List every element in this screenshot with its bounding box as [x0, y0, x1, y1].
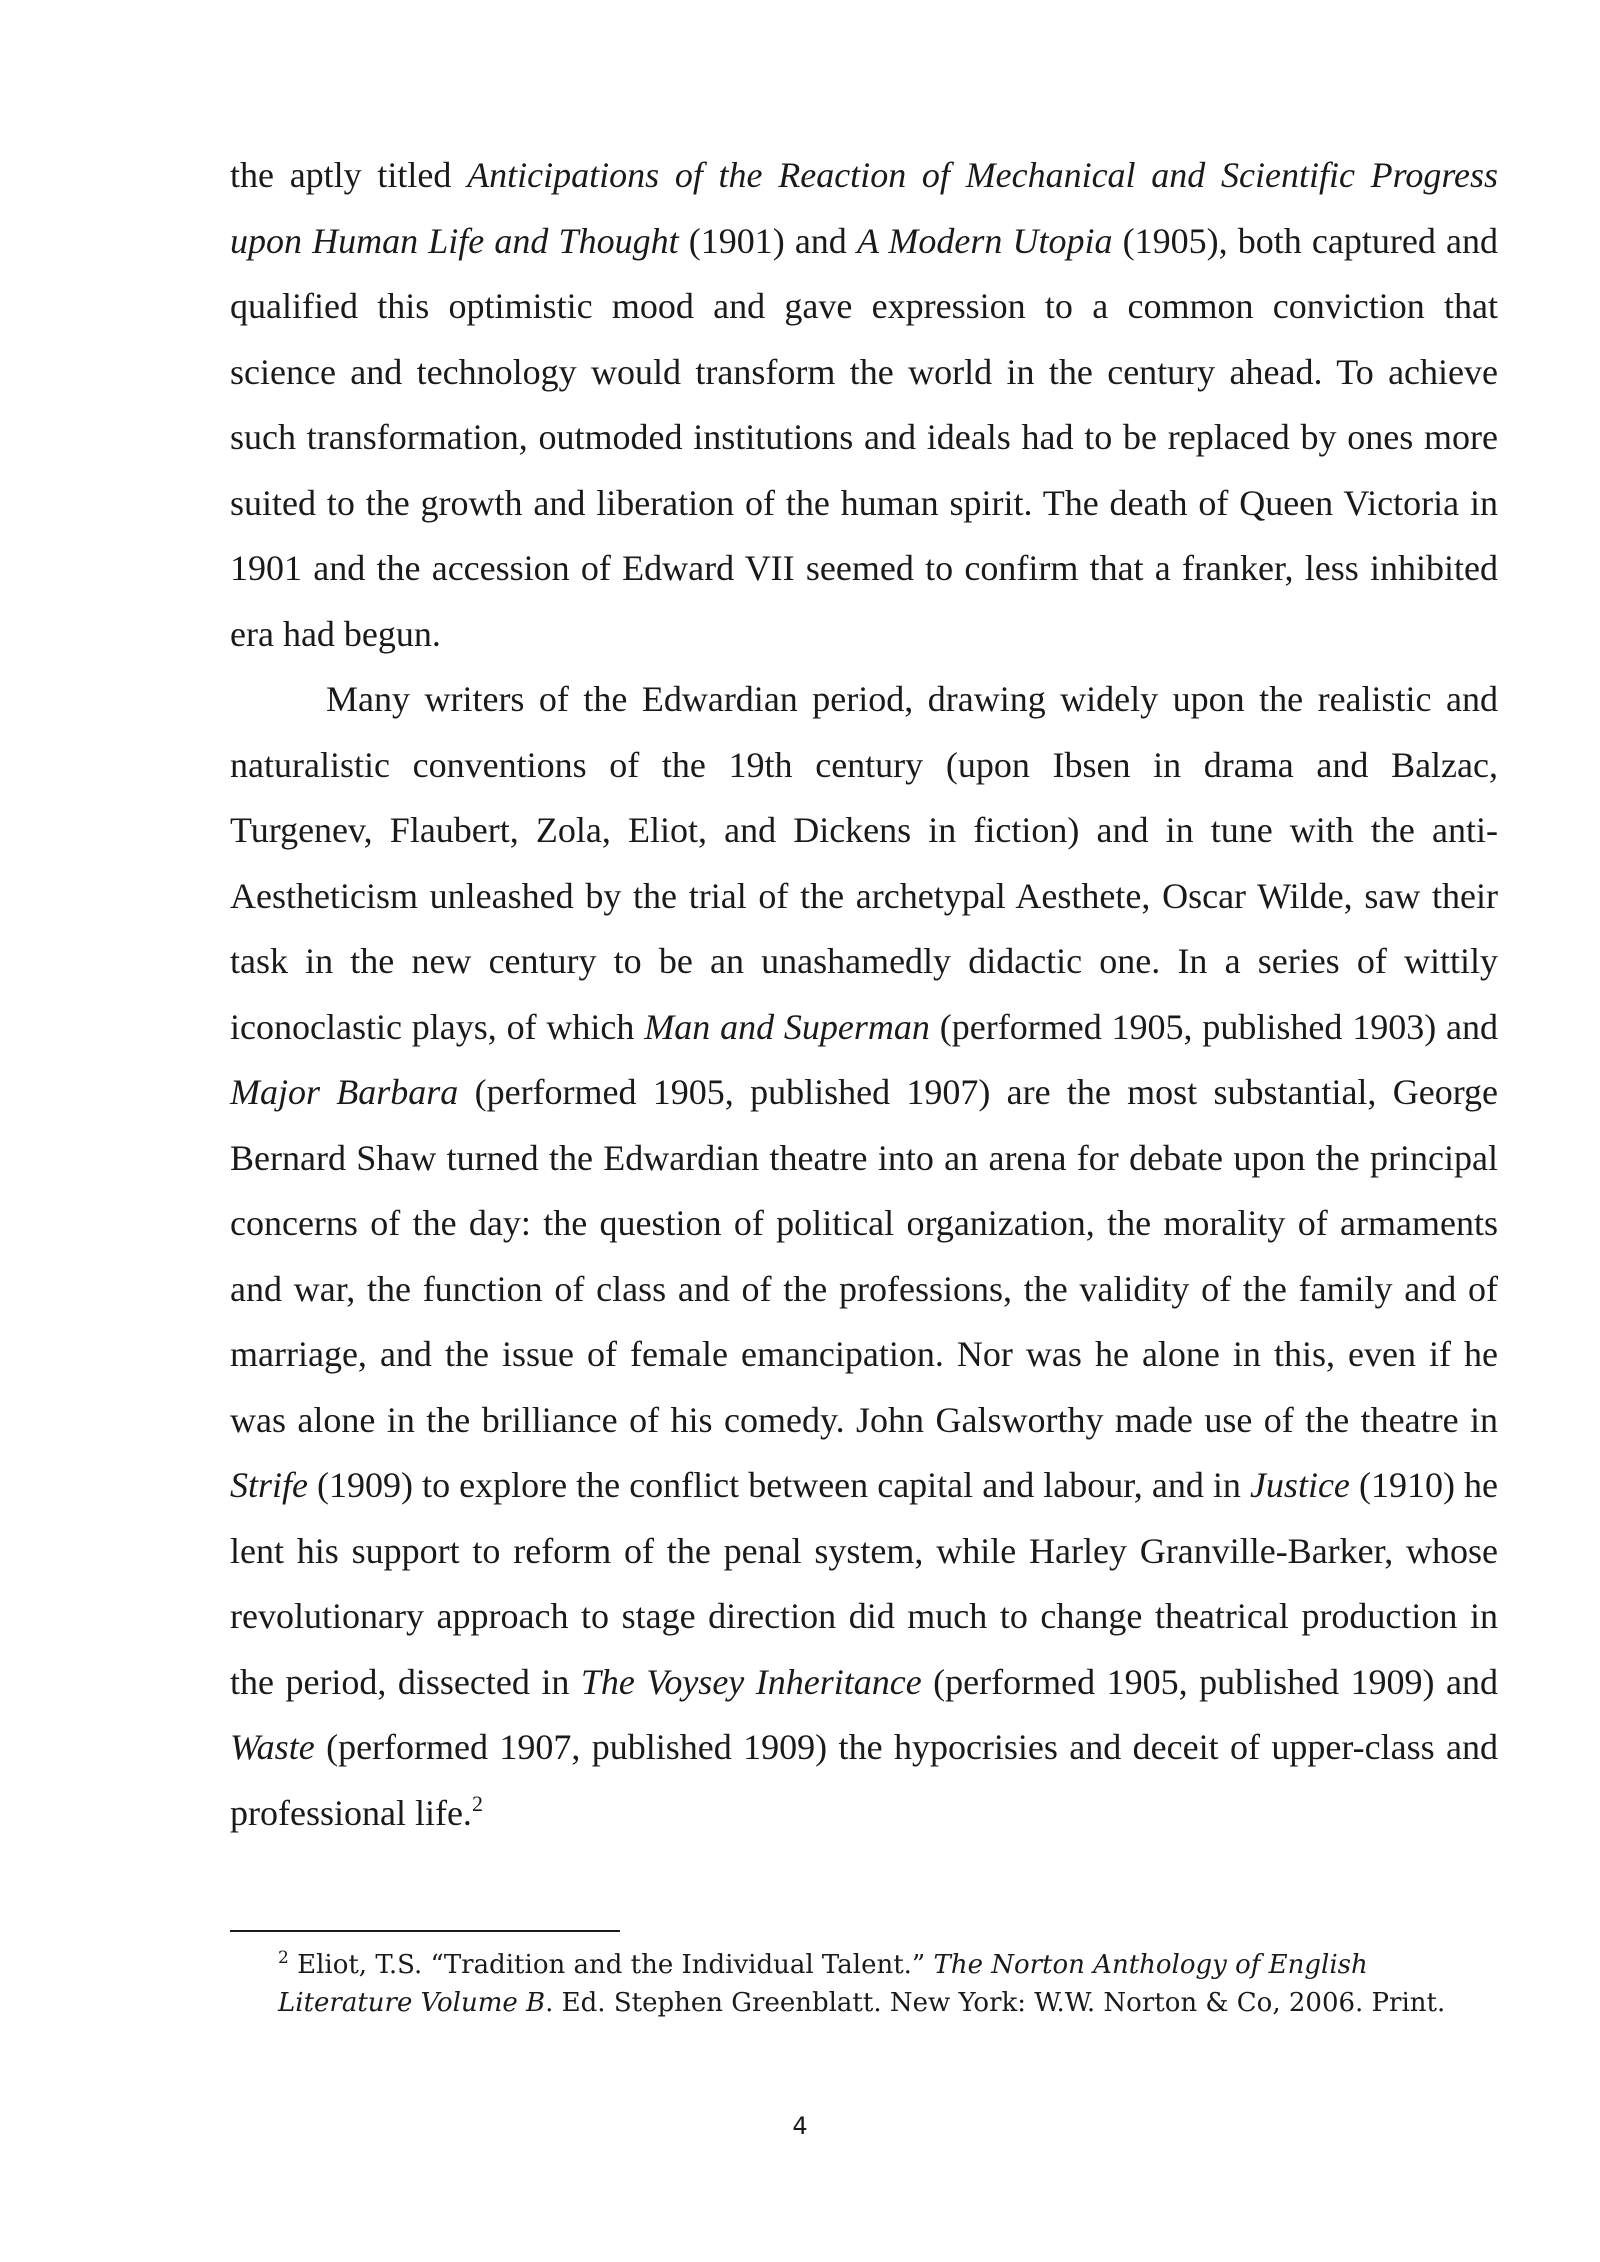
text-run: (performed 1907, published 1909) the hypocrisies and deceit of upper-class and professional life. — [230, 1727, 1498, 1833]
play-title-justice: Justice — [1249, 1465, 1350, 1505]
page-number: 4 — [792, 2112, 808, 2140]
play-title-major-barbara: Major Barbara — [230, 1072, 459, 1112]
book-title-modern-utopia: A Modern Utopia — [856, 220, 1113, 261]
footnote-separator — [230, 1930, 620, 1932]
text-run: (1909) to explore the conflict between capital and labour, and in — [308, 1465, 1250, 1505]
text-run: Many writers of the Edwardian period, drawing widely upon the realistic and naturalistic conventions of the 19th century (upon Ibsen in drama and Balzac, Turgenev, Flaubert, Zola, Eliot, and Dickens in fiction) and in tune with the anti-Aestheticism unleashed by the trial of the archetypal Aesthete, Oscar Wilde, saw their task in the new century to be an unashamedly didactic one. In a series of wittily iconoclastic plays, of which — [230, 679, 1498, 1047]
footnote-number: 2 — [278, 1948, 289, 1968]
text-run: (performed 1905, published 1903) and — [929, 1006, 1499, 1047]
play-title-waste: Waste — [230, 1727, 315, 1767]
footnote — [278, 1946, 1498, 2022]
body-paragraph-2 — [230, 667, 1498, 1846]
footnote-text: . Ed. Stephen Greenblatt. New York: W.W. Norton & Co, 2006. Print. — [545, 1988, 1446, 2018]
book-title-anticipations: Anticipations of the Reaction of Mechanical and Scientific Progress upon Human Life and Thought — [230, 155, 1498, 261]
document-page — [230, 143, 1498, 1846]
text-run: the aptly titled — [230, 155, 468, 195]
footnote-source-title: The Norton Anthology of English Literature Volume B — [278, 1950, 1368, 2018]
body-paragraph-1 — [230, 143, 1498, 667]
play-title-strife: Strife — [230, 1465, 308, 1505]
footnote-text: Eliot, T.S. “Tradition and the Individual Talent.” — [288, 1950, 934, 1980]
text-run: (1901) and — [678, 220, 857, 261]
text-run: (performed 1905, published 1907) are the most substantial, George Bernard Shaw turned the Edwardian theatre into an arena for debate upon the principal concerns of the day: the question of political organization, the morality of armaments and war, the function of class and of the professions, the validity of the family and of marriage, and the issue of female emancipation. Nor was he alone in this, even if he was alone in the brilliance of his comedy. John Galsworthy made use of the theatre in — [230, 1072, 1499, 1440]
text-run: (1905), both captured and qualified this optimistic mood and gave expression to a common conviction that science and technology would transform the world in the century ahead. To achieve such transformation, outmoded institutions and ideals had to be replaced by ones more suited to the growth and liberation of the human spirit. The death of Queen Victoria in 1901 and the accession of Edward VII seemed to confirm that a franker, less inhibited era had begun. — [230, 220, 1498, 654]
text-run: (1910) he lent his support to reform of the penal system, while Harley Granville-Barker, whose revolutionary approach to stage direction did much to change theatrical production in the period, dissected in — [230, 1465, 1498, 1702]
play-title-voysey-inheritance: The Voysey Inheritance — [580, 1661, 922, 1702]
text-run: (performed 1905, published 1909) and — [921, 1661, 1498, 1702]
play-title-man-and-superman: Man and Superman — [644, 1006, 930, 1047]
footnote-reference[interactable]: 2 — [471, 1790, 483, 1816]
